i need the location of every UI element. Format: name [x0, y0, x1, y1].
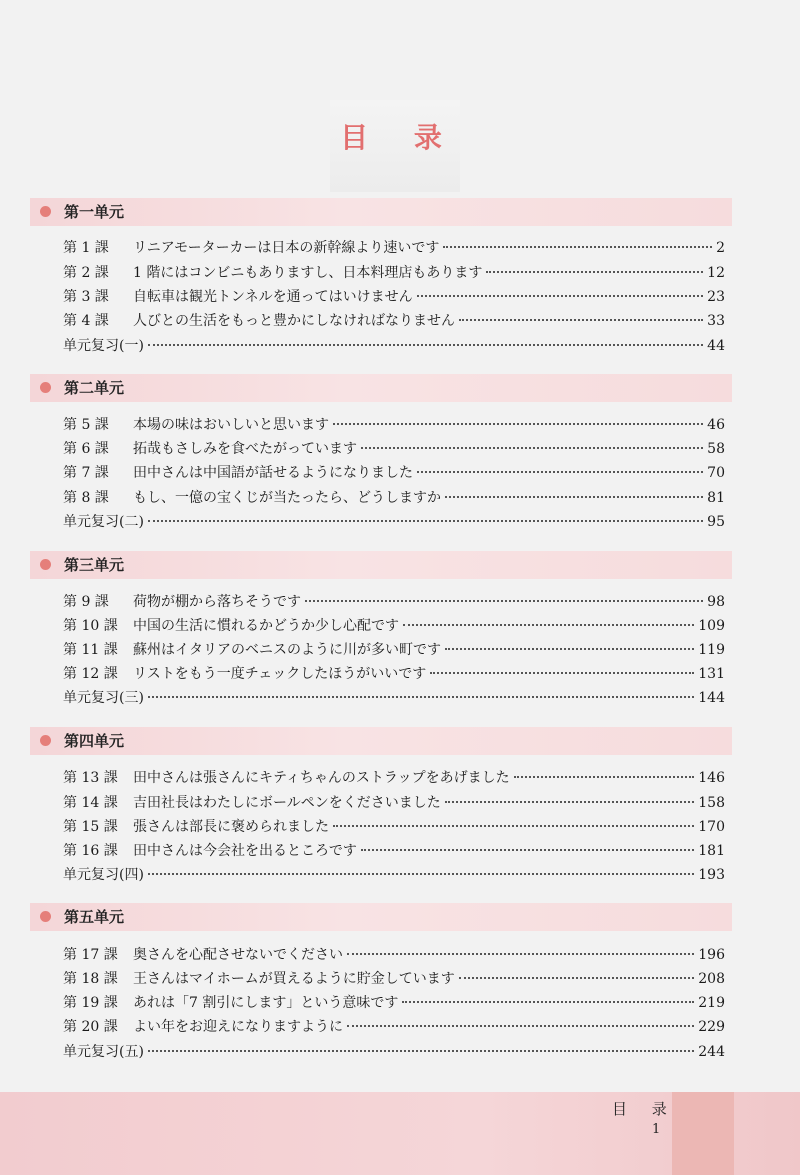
footer-page-number: 1: [652, 1122, 661, 1137]
page-number: 219: [698, 995, 725, 1011]
lesson-title: 荷物が棚から落ちそうです: [133, 594, 301, 610]
dot-leader: [361, 849, 694, 851]
review-label: 单元复习(五): [63, 1044, 144, 1060]
unit-header: [30, 198, 732, 226]
dot-leader: [361, 447, 703, 449]
bullet-dot-icon: [40, 206, 51, 217]
unit-label: 第三单元: [64, 556, 125, 574]
lesson-title: もし、一億の宝くじが当たったら、どうしますか: [133, 490, 441, 506]
dot-leader: [445, 496, 703, 498]
dot-leader: [403, 624, 694, 626]
lesson-title: 蘇州はイタリアのベニスのように川が多い町です: [133, 642, 441, 658]
page-number: 131: [698, 666, 725, 682]
unit-header: [30, 551, 732, 579]
toc-entry[interactable]: [63, 992, 725, 1014]
dot-leader: [402, 1001, 694, 1003]
dot-leader: [148, 1050, 694, 1052]
lesson-number: 第 19 課: [63, 995, 118, 1011]
page-number: 44: [707, 338, 725, 354]
page-title: 目 录: [340, 121, 460, 154]
toc-review-entry[interactable]: [63, 687, 725, 709]
page-number: 229: [698, 1019, 725, 1035]
lesson-title: よい年をお迎えになりますように: [133, 1019, 343, 1035]
unit-label: 第四单元: [64, 732, 125, 750]
unit-header: [30, 374, 732, 402]
toc-entry[interactable]: [63, 1016, 725, 1038]
toc-review-entry[interactable]: [63, 864, 725, 886]
lesson-title: 人びとの生活をもっと豊かにしなければなりません: [133, 313, 455, 329]
toc-entry[interactable]: [63, 462, 725, 484]
unit-label: 第五单元: [64, 908, 125, 926]
dot-leader: [148, 696, 694, 698]
lesson-title: 田中さんは張さんにキティちゃんのストラップをあげました: [133, 770, 510, 786]
dot-leader: [148, 344, 703, 346]
lesson-title: 田中さんは今会社を出るところです: [133, 843, 357, 859]
lesson-title: 本場の味はおいしいと思います: [133, 417, 329, 433]
page-number: 208: [698, 971, 725, 987]
toc-entry[interactable]: [63, 663, 725, 685]
toc-entry[interactable]: [63, 591, 725, 613]
lesson-title: リニアモーターカーは日本の新幹線より速いです: [133, 240, 440, 256]
toc-entry[interactable]: [63, 615, 725, 637]
unit-label: 第二单元: [64, 379, 125, 397]
review-label: 单元复习(一): [63, 338, 144, 354]
toc-entry[interactable]: [63, 816, 725, 838]
footer-title: 目 录: [612, 1100, 677, 1118]
toc-entry[interactable]: [63, 944, 725, 966]
unit-header: [30, 727, 732, 755]
bullet-dot-icon: [40, 382, 51, 393]
dot-leader: [148, 873, 694, 875]
page-number: 119: [698, 642, 725, 658]
toc-entry[interactable]: [63, 792, 725, 814]
page-number: 146: [698, 770, 725, 786]
lesson-number: 第 8 課: [63, 490, 109, 506]
page-number: 70: [707, 465, 725, 481]
lesson-number: 第 10 課: [63, 618, 118, 634]
page-number: 95: [707, 514, 725, 530]
dot-leader: [333, 825, 694, 827]
lesson-title: 王さんはマイホームが買えるように貯金しています: [133, 971, 455, 987]
page-number: 46: [707, 417, 725, 433]
lesson-title: 張さんは部長に褒められました: [133, 819, 329, 835]
lesson-title: 自転車は観光トンネルを通ってはいけません: [133, 289, 413, 305]
toc-entry[interactable]: [63, 767, 725, 789]
lesson-number: 第 13 課: [63, 770, 118, 786]
dot-leader: [459, 319, 703, 321]
lesson-title: 田中さんは中国語が話せるようになりました: [133, 465, 413, 481]
lesson-title: 中国の生活に慣れるかどうか少し心配です: [133, 618, 399, 634]
dot-leader: [417, 471, 703, 473]
dot-leader: [347, 953, 694, 955]
lesson-number: 第 9 課: [63, 594, 109, 610]
bullet-dot-icon: [40, 735, 51, 746]
dot-leader: [445, 801, 695, 803]
dot-leader: [486, 271, 703, 273]
review-label: 单元复习(二): [63, 514, 144, 530]
page-number: 98: [707, 594, 725, 610]
page-number: 12: [707, 265, 725, 281]
page-number: 158: [698, 795, 725, 811]
dot-leader: [430, 672, 694, 674]
dot-leader: [148, 520, 703, 522]
lesson-number: 第 20 課: [63, 1019, 118, 1035]
toc-entry[interactable]: [63, 310, 725, 332]
toc-review-entry[interactable]: [63, 511, 725, 533]
toc-entry[interactable]: [63, 487, 725, 509]
dot-leader: [445, 648, 694, 650]
toc-review-entry[interactable]: [63, 1041, 725, 1063]
dot-leader: [514, 776, 695, 778]
lesson-title: 奥さんを心配させないでください: [133, 947, 343, 963]
toc-entry[interactable]: [63, 262, 725, 284]
lesson-title: 拓哉もさしみを食べたがっています: [133, 441, 357, 457]
bullet-dot-icon: [40, 911, 51, 922]
lesson-number: 第 2 課: [63, 265, 109, 281]
lesson-number: 第 1 課: [63, 240, 109, 256]
lesson-title: 吉田社長はわたしにボールペンをくださいました: [133, 795, 441, 811]
dot-leader: [459, 977, 695, 979]
page-number: 193: [698, 867, 725, 883]
toc-entry[interactable]: [63, 286, 725, 308]
toc-entry[interactable]: [63, 639, 725, 661]
lesson-number: 第 5 課: [63, 417, 109, 433]
dot-leader: [443, 246, 712, 248]
lesson-number: 第 12 課: [63, 666, 118, 682]
lesson-number: 第 6 課: [63, 441, 109, 457]
review-label: 单元复习(三): [63, 690, 144, 706]
page-number: 144: [698, 690, 725, 706]
dot-leader: [305, 600, 703, 602]
page-number: 81: [707, 490, 725, 506]
lesson-number: 第 15 課: [63, 819, 118, 835]
page-number: 58: [707, 441, 725, 457]
toc-entry[interactable]: [63, 438, 725, 460]
unit-header: [30, 903, 732, 931]
lesson-title: あれは「7 割引にします」という意味です: [133, 995, 399, 1011]
page-number: 170: [698, 819, 725, 835]
page-number: 181: [698, 843, 725, 859]
lesson-title: 1 階にはコンビニもありますし、日本料理店もあります: [133, 265, 483, 281]
lesson-number: 第 4 課: [63, 313, 109, 329]
toc-entry[interactable]: [63, 968, 725, 990]
lesson-number: 第 3 課: [63, 289, 109, 305]
page-number: 2: [716, 240, 725, 256]
lesson-number: 第 18 課: [63, 971, 118, 987]
page-number: 244: [698, 1044, 725, 1060]
page-number: 196: [698, 947, 725, 963]
toc-entry[interactable]: [63, 237, 725, 259]
page-number: 109: [698, 618, 725, 634]
lesson-number: 第 11 課: [63, 642, 118, 658]
dot-leader: [347, 1025, 694, 1027]
footer-accent: [672, 1092, 734, 1175]
unit-label: 第一单元: [64, 203, 125, 221]
page-number: 33: [707, 313, 725, 329]
dot-leader: [333, 423, 703, 425]
toc-review-entry[interactable]: [63, 335, 725, 357]
review-label: 单元复习(四): [63, 867, 144, 883]
lesson-number: 第 17 課: [63, 947, 118, 963]
lesson-number: 第 16 課: [63, 843, 118, 859]
dot-leader: [417, 295, 704, 297]
toc-entry[interactable]: [63, 840, 725, 862]
bullet-dot-icon: [40, 559, 51, 570]
lesson-number: 第 14 課: [63, 795, 118, 811]
lesson-number: 第 7 課: [63, 465, 109, 481]
page-number: 23: [707, 289, 725, 305]
lesson-title: リストをもう一度チェックしたほうがいいです: [133, 666, 427, 682]
toc-entry[interactable]: [63, 414, 725, 436]
